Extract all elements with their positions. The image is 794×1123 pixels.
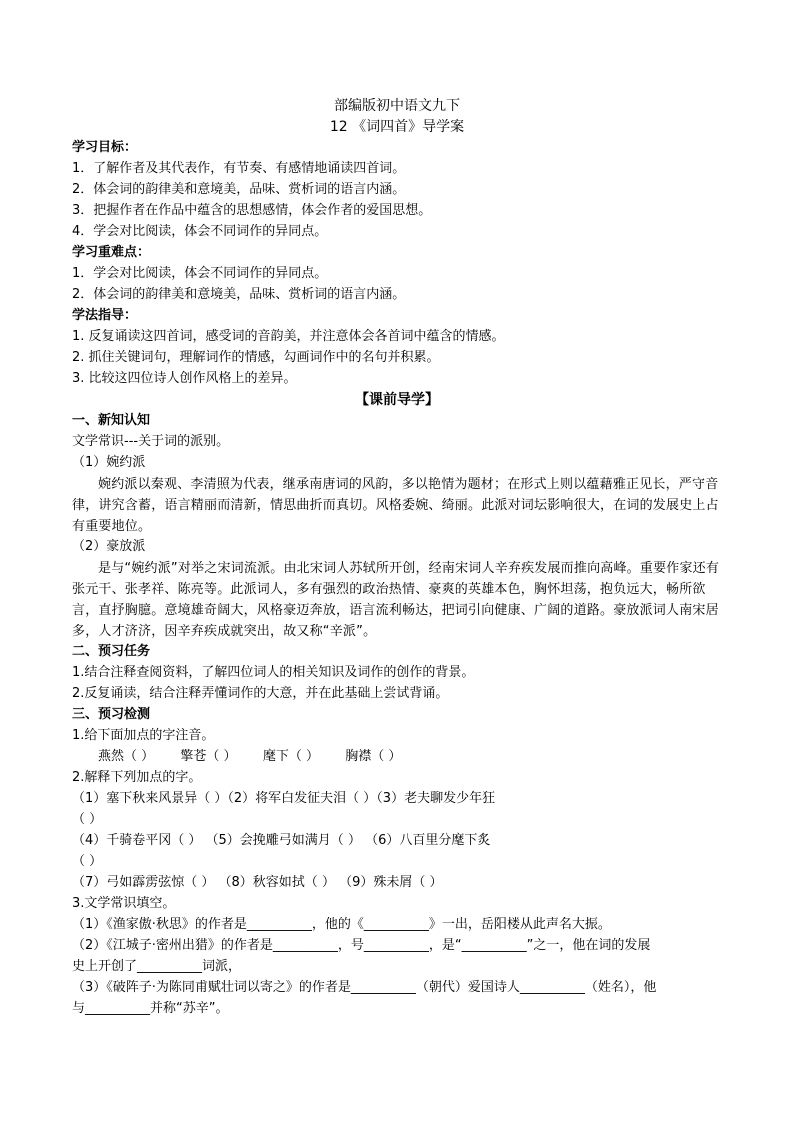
q3-row: （2）《江城子·密州出猎》的作者是__________，号__________，是“__________”之一，他在词的发展 — [72, 938, 651, 953]
method-item: 2. 抓住关键词句，理解词作的情感，勾画词作中的名句并积累。 — [72, 350, 440, 365]
section1-intro: 文学常识---关于词的派别。 — [72, 434, 230, 449]
q3-row: 与__________并称“苏辛”。 — [72, 1001, 229, 1016]
q2-row: （7）弓如霹雳弦惊（ ） （8）秋容如拭（ ） （9）殊未屑（ ） — [72, 875, 443, 890]
q3-row: 史上开创了__________词派， — [72, 959, 242, 974]
q2-row: （4）千骑卷平冈（ ） （5）会挽雕弓如满月（ ） （6）八百里分麾下炙 — [72, 833, 491, 848]
section3-heading: 三、预习检测 — [72, 707, 151, 722]
objective-item: 3．把握作者在作品中蕴含的思想感情，体会作者的爱国思想。 — [72, 203, 432, 218]
objective-item: 2．体会词的韵律美和意境美，品味、赏析词的语言内涵。 — [72, 182, 406, 197]
wanyue-label: （1）婉约派 — [72, 455, 146, 470]
task-item: 1.结合注释查阅资料，了解四位词人的相关知识及词作的创作的背景。 — [72, 665, 475, 680]
q2-label: 2.解释下列加点的字。 — [72, 770, 202, 785]
q3-row: （3）《破阵子·为陈同甫赋壮词以寄之》的作者是__________（朝代）爱国诗人__________（姓名），他 — [72, 980, 657, 995]
haofang-label: （2）豪放派 — [72, 539, 146, 554]
doc-title: 部编版初中语文九下 — [334, 98, 460, 114]
q2-row: （ ） — [72, 812, 103, 827]
section2-heading: 二、预习任务 — [72, 644, 151, 659]
q3-label: 3.文学常识填空。 — [72, 896, 176, 911]
objectives-heading: 学习目标： — [72, 140, 138, 155]
section1-heading: 一、新知认知 — [72, 413, 151, 428]
q1-item: 胸襟（ ） — [345, 749, 402, 764]
method-item: 3. 比较这四位诗人创作风格上的差异。 — [72, 371, 297, 386]
q2-row: （1）塞下秋来风景异（ ）（2）将军白发征夫泪（ ）（3）老夫聊发少年狂 — [72, 791, 496, 806]
key-point-item: 2．体会词的韵律美和意境美，品味、赏析词的语言内涵。 — [72, 287, 406, 302]
q1-items — [98, 747, 758, 767]
q1-item: 燕然（ ） — [98, 749, 155, 764]
wanyue-paragraph: 婉约派以秦观、李清照为代表，继承南唐词的风韵，多以艳情为题材；在形式上则以蕴藉雅正见长，严守音律，讲究含蓄，语言精丽而清新，情思曲折而真切。风格委婉、绮丽。此派对词坛影响很大，在词的发展史上占有重要地位。 — [72, 477, 719, 534]
key-point-item: 1．学会对比阅读，体会不同词作的异同点。 — [72, 266, 328, 281]
doc-subtitle: 12 《词四首》导学案 — [329, 119, 465, 135]
task-item: 2.反复诵读，结合注释弄懂词作的大意，并在此基础上尝试背诵。 — [72, 686, 449, 701]
q2-row: （ ） — [72, 854, 103, 869]
q1-item: 麾下（ ） — [262, 749, 319, 764]
q3-row: （1）《渔家傲·秋思》的作者是__________，他的《__________》一出，岳阳楼从此声名大振。 — [72, 917, 611, 932]
objective-item: 4．学会对比阅读，体会不同词作的异同点。 — [72, 224, 328, 239]
key-points-heading: 学习重难点： — [72, 245, 151, 260]
haofang-paragraph: 是与“婉约派”对举之宋词流派。由北宋词人苏轼所开创，经南宋词人辛弃疾发展而推向高峰。重要作家还有张元干、张孝祥、陈亮等。此派词人，多有强烈的政治热情、豪爽的英雄本色，胸怀坦荡，抱负远大，畅所欲言，直抒胸臆。意境雄奇阔大，风格豪迈奔放，语言流利畅达，把词引向健康、广阔的道路。豪放派词人南宋居多，人才济济，因辛弃疾成就突出，故又称“辛派”。 — [72, 561, 720, 639]
q1-label: 1.给下面加点的字注音。 — [72, 728, 215, 743]
q1-item: 擎苍（ ） — [180, 749, 237, 764]
objective-item: 1．了解作者及其代表作，有节奏、有感情地诵读四首词。 — [72, 161, 406, 176]
methods-heading: 学法指导： — [72, 308, 138, 323]
preview-banner: 【课前导学】 — [355, 392, 439, 408]
method-item: 1. 反复诵读这四首词，感受词的音韵美，并注意体会各首词中蕴含的情感。 — [72, 329, 505, 344]
